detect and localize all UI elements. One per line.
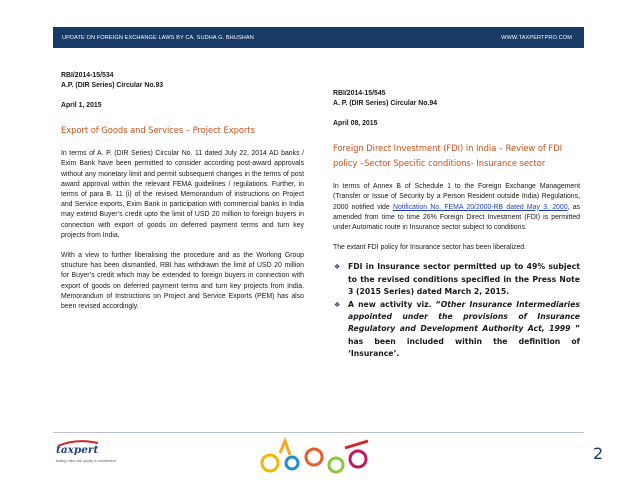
circular-date: April 1, 2015 xyxy=(61,102,102,109)
gear-circle-icon xyxy=(306,449,322,465)
decorative-icons xyxy=(250,433,390,493)
ref-number: RBI/2014-15/545 xyxy=(333,90,386,97)
section-heading: Export of Goods and Services – Project Exports xyxy=(61,125,255,136)
ref-number: RBI/2014-15/534 xyxy=(61,72,114,79)
bullet-text: FDI in Insurance sector permitted up to 49% subject to the revised conditions specified in the Press Note 3 (2015 Series) dated March 2, 2015. xyxy=(348,262,580,297)
bullet-item xyxy=(333,261,580,298)
notification-link[interactable]: Notification No. FEMA 20/2000-RB dated May 3, 2000 xyxy=(393,203,568,211)
chart-circle-icon xyxy=(329,458,343,472)
section-heading: Foreign Direct Investment (FDI) in India – Review of FDI policy –Sector Specific conditions- Insurance sector xyxy=(333,143,563,169)
arrow-icon xyxy=(280,441,290,455)
paragraph: The extant FDI policy for Insurance sector has been liberalized. xyxy=(333,244,527,252)
bullet-text xyxy=(348,299,580,361)
circular-date: April 08, 2015 xyxy=(333,120,378,127)
header-website: WWW.TAXPERTPRO.COM xyxy=(501,34,572,41)
taxpert-logo xyxy=(56,440,156,468)
globe-circle-icon xyxy=(286,457,298,469)
bullet-item xyxy=(333,299,580,361)
bullet-text-part: ” has been included within the definition of ‘Insurance’. xyxy=(348,324,581,359)
circular-ref xyxy=(333,89,580,109)
left-column xyxy=(61,71,304,312)
logo-text: taxpert xyxy=(56,444,99,456)
circular-number: A.P. (DIR Series) Circular No.93 xyxy=(61,82,164,89)
right-column xyxy=(333,89,580,361)
paragraph: In terms of A. P. (DIR Series) Circular No. 11 dated July 22, 2014 AD banks / Exim Bank have been permitted to consider according post-award approvals without any monetary limit and permit subsequent changes in the terms of post award approval within the relevant FEMA guidelines / regulations. Further, in terms of para B. 11 (i) of the revised Memorandum of instructions on Project and Service exports, Exim Bank in participation with commercial banks in India may extend Buyer’s credit upto the limit of USD 20 million to foreign buyers in connection with export of goods on deferred payment terms and turn key projects from India. xyxy=(61,150,304,239)
act-name: Other Insurance Intermediaries appointed under the provisions of Insurance Regulatory and Development Authority Act, 1999 xyxy=(348,299,580,334)
header-title: UPDATE ON FOREIGN EXCHANGE LAWS BY CA. SUDHA G. BHUSHAN xyxy=(62,34,254,41)
paragraph-text: , as amended from time to time 26% Foreign Direct Investment (FDI) is permitted under Automatic route in Insurance sector subject to conditions. xyxy=(333,203,581,232)
bullet-text-part: A new activity viz. “ xyxy=(348,299,441,309)
logo-slogan: adding value with quality & commitment xyxy=(56,459,116,463)
header-bar xyxy=(53,27,584,48)
circular-ref xyxy=(61,71,304,91)
people-circle-icon xyxy=(350,451,366,467)
paragraph: With a view to further liberalising the procedure and as the Working Group structure has been dismantled, RBI has withdrawn the limit of USD 20 million for Buyer’s credit which may be extended to foreign buyers in connection with export of goods on deferred payment terms and turn key projects from India. Memorandum of Instructions on Project and Service Exports (PEM) has also been revised accordingly. xyxy=(61,252,304,311)
page-number: 2 xyxy=(593,444,604,463)
paragraph xyxy=(333,182,580,233)
diamond-bullet-icon: ❖ xyxy=(334,263,341,272)
circular-number: A. P. (DIR Series) Circular No.94 xyxy=(333,100,438,107)
arrow-icon xyxy=(345,441,368,448)
bulb-circle-icon xyxy=(262,455,278,471)
diamond-bullet-icon: ❖ xyxy=(334,300,341,309)
paragraph-text: In terms of Annex B of Schedule 1 to the Foreign Exchange Management (Transfer or Issue of Security by a Person Resident outside India) Regulations, 2000 notified vide xyxy=(333,183,580,211)
bullet-list xyxy=(333,261,580,360)
